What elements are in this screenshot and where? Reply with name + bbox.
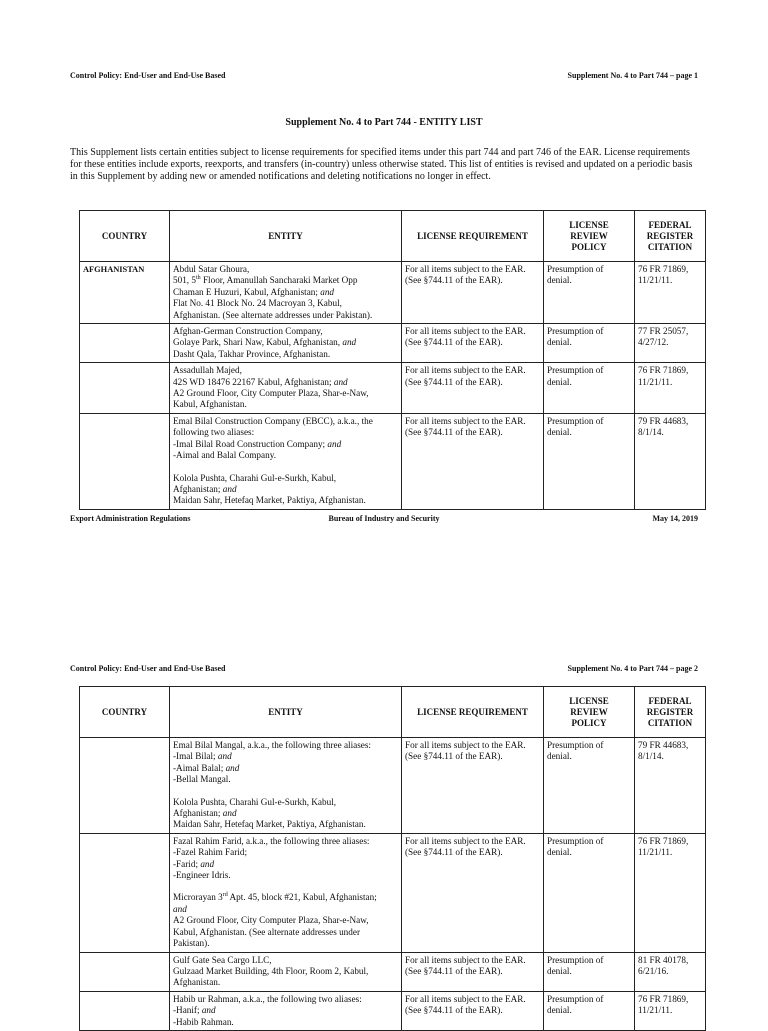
line-gap <box>173 462 398 473</box>
license-line: For all items subject to the EAR. <box>405 954 526 965</box>
review-line: Presumption of <box>547 415 604 426</box>
citation-line: 11/21/11. <box>638 376 673 387</box>
entity-cell <box>170 413 402 509</box>
review-line: Presumption of <box>547 954 604 965</box>
header-line: POLICY <box>571 717 607 728</box>
table-row <box>80 738 706 834</box>
license-line: For all items subject to the EAR. <box>405 264 526 274</box>
entity-line: Pakistan). <box>173 938 210 949</box>
review-line: denial. <box>547 337 572 348</box>
entity-line: Habib ur Rahman, a.k.a., the following two aliases: <box>173 993 362 1004</box>
entity-list-table <box>79 686 706 1031</box>
country-cell <box>80 324 170 363</box>
header-line: POLICY <box>571 241 607 252</box>
entity-line: Abdul Satar Ghoura, <box>173 264 250 274</box>
conjunction-text: and <box>217 751 232 762</box>
citation-line: 76 FR 71869, <box>638 835 689 846</box>
country-cell: AFGHANISTAN <box>80 262 170 324</box>
review-policy-cell <box>544 952 635 991</box>
column-header-license-review-policy <box>544 687 635 738</box>
citation-line: 4/27/12. <box>638 337 669 348</box>
citation-line: 6/21/16. <box>638 965 669 976</box>
license-requirement-cell <box>402 413 544 509</box>
review-policy-cell <box>544 363 635 414</box>
license-line: For all items subject to the EAR. <box>405 415 526 426</box>
entity-line: Gulzaad Market Building, 4th Floor, Room 2, Kabul, <box>173 965 369 976</box>
license-requirement-cell <box>402 363 544 414</box>
license-line: (See §744.11 of the EAR). <box>405 275 503 286</box>
citation-cell <box>635 991 706 1030</box>
citation-line: 11/21/11. <box>638 275 673 286</box>
review-policy-cell <box>544 262 635 324</box>
review-line: denial. <box>547 376 572 387</box>
license-requirement-cell <box>402 324 544 363</box>
entity-line: Fazal Rahim Farid, a.k.a., the following three aliases: <box>173 835 370 846</box>
table-row <box>80 262 706 324</box>
column-header-federal-register-citation <box>635 211 706 262</box>
conjunction-text: and <box>320 286 335 297</box>
entity-text: Microrayan 3 <box>173 892 223 903</box>
entity-line: Emal Bilal Construction Company (EBCC), a.k.a., the <box>173 415 373 426</box>
entity-line: Afghanistan. (See alternate addresses under Pakistan). <box>173 309 373 320</box>
entity-line: -Engineer Idris. <box>173 870 231 881</box>
table-row <box>80 324 706 363</box>
intro-paragraph: This Supplement lists certain entities subject to license requirements for specified items under this part 744 and part 746 of the EAR. License requirements for these entities include exports, reexports, and transfers (in-country) unless otherwise stated. This list of entities is revised and updated on a periodic basis in this Supplement by adding new or amended notifications and deleting notifications no longer in effect. <box>70 147 693 182</box>
entity-line: Afghan-German Construction Company, <box>173 326 323 337</box>
country-cell <box>80 833 170 952</box>
entity-line: -Bellal Mangal. <box>173 774 231 785</box>
entity-line: Emal Bilal Mangal, a.k.a., the following three aliases: <box>173 740 371 750</box>
entity-line <box>173 892 398 903</box>
entity-line: Flat No. 41 Block No. 24 Macroyan 3, Kabul, <box>173 298 342 309</box>
entity-line: Gulf Gate Sea Cargo LLC, <box>173 954 272 965</box>
review-policy-cell <box>544 991 635 1030</box>
entity-list-table <box>79 210 706 510</box>
entity-line: A2 Ground Floor, City Computer Plaza, Shar-e-Naw, <box>173 388 369 399</box>
entity-text: Apt. 45, block #21, Kabul, Afghanistan; <box>227 892 377 903</box>
column-header-entity: ENTITY <box>170 211 402 262</box>
column-header-entity: ENTITY <box>170 687 402 738</box>
license-line: For all items subject to the EAR. <box>405 740 526 750</box>
conjunction-text: and <box>200 858 215 869</box>
conjunction-text: and <box>327 438 342 449</box>
entity-cell <box>170 262 402 324</box>
review-policy-cell <box>544 833 635 952</box>
review-line: denial. <box>547 427 572 438</box>
column-header-federal-register-citation <box>635 687 706 738</box>
entity-line: Assadullah Majed, <box>173 365 242 376</box>
header-left-text: Control Policy: End-User and End-Use Based <box>70 664 226 673</box>
entity-line <box>173 763 398 774</box>
citation-line: 8/1/14. <box>638 427 664 438</box>
table-header-row <box>80 211 706 262</box>
entity-text: Afghanistan; <box>173 808 223 819</box>
citation-cell <box>635 324 706 363</box>
header-line: FEDERAL <box>648 695 692 706</box>
citation-cell <box>635 413 706 509</box>
table-row <box>80 413 706 509</box>
license-line: (See §744.11 of the EAR). <box>405 376 503 387</box>
header-line: REGISTER <box>646 706 694 717</box>
table-row <box>80 952 706 991</box>
country-cell <box>80 991 170 1030</box>
entity-line: Dasht Qala, Takhar Province, Afghanistan. <box>173 348 331 359</box>
entity-line: -Aimal and Balal Company. <box>173 450 276 461</box>
review-policy-cell <box>544 324 635 363</box>
line-gap <box>173 881 398 892</box>
license-requirement-cell <box>402 833 544 952</box>
review-line: Presumption of <box>547 835 604 846</box>
license-requirement-cell <box>402 738 544 834</box>
country-cell <box>80 363 170 414</box>
header-line: FEDERAL <box>648 219 692 230</box>
column-header-country: COUNTRY <box>80 211 170 262</box>
license-requirement-cell <box>402 991 544 1030</box>
citation-line: 77 FR 25057, <box>638 326 689 337</box>
column-header-license-review-policy <box>544 211 635 262</box>
table-row <box>80 991 706 1030</box>
license-line: For all items subject to the EAR. <box>405 835 526 846</box>
citation-line: 81 FR 40178, <box>638 954 689 965</box>
entity-text: 42S WD 18476 22167 Kabul, Afghanistan; <box>173 376 334 387</box>
license-requirement-cell <box>402 952 544 991</box>
entity-text: -Hanif; <box>173 1005 202 1016</box>
header-line: REVIEW <box>570 230 608 241</box>
header-line: REGISTER <box>646 230 694 241</box>
page-header <box>70 71 698 80</box>
entity-line <box>173 287 398 298</box>
table-header-row <box>80 687 706 738</box>
entity-line: Kolola Pushta, Charahi Gul-e-Surkh, Kabul, <box>173 472 337 483</box>
citation-cell <box>635 363 706 414</box>
entity-line <box>173 1005 398 1016</box>
license-line: (See §744.11 of the EAR). <box>405 751 503 762</box>
entity-line: Kolola Pushta, Charahi Gul-e-Surkh, Kabul, <box>173 796 337 807</box>
license-line: For all items subject to the EAR. <box>405 326 526 337</box>
entity-line: Kabul, Afghanistan. <box>173 399 247 410</box>
review-line: denial. <box>547 1005 572 1016</box>
review-line: Presumption of <box>547 264 604 274</box>
entity-line: Kabul, Afghanistan. (See alternate addresses under <box>173 926 361 937</box>
entity-line: Maidan Sahr, Hetefaq Market, Paktiya, Afghanistan. <box>173 819 366 830</box>
entity-line <box>173 439 398 450</box>
review-line: denial. <box>547 751 572 762</box>
entity-line: -Habib Rahman. <box>173 1016 234 1027</box>
review-line: Presumption of <box>547 993 604 1004</box>
entity-line <box>173 275 398 286</box>
country-cell <box>80 952 170 991</box>
conjunction-text: and <box>201 1005 216 1016</box>
entity-text: -Farid; <box>173 858 201 869</box>
citation-line: 8/1/14. <box>638 751 664 762</box>
column-header-country: COUNTRY <box>80 687 170 738</box>
entity-line <box>173 859 398 870</box>
header-right-text: Supplement No. 4 to Part 744 – page 2 <box>567 664 698 673</box>
entity-text: Chaman E Huzuri, Kabul, Afghanistan; <box>173 286 321 297</box>
footer-right-text: May 14, 2019 <box>652 514 698 523</box>
entity-line: following two aliases: <box>173 427 255 438</box>
citation-cell <box>635 833 706 952</box>
header-line: CITATION <box>647 241 693 252</box>
page-header <box>70 664 698 673</box>
review-line: Presumption of <box>547 740 604 750</box>
license-line: (See §744.11 of the EAR). <box>405 1005 503 1016</box>
entity-text: -Imal Bilal; <box>173 751 218 762</box>
line-gap <box>173 786 398 797</box>
table-row <box>80 833 706 952</box>
review-policy-cell <box>544 738 635 834</box>
header-line: CITATION <box>647 717 693 728</box>
entity-line <box>173 337 398 348</box>
entity-cell <box>170 738 402 834</box>
conjunction-text: and <box>342 337 357 348</box>
license-line: For all items subject to the EAR. <box>405 993 526 1004</box>
entity-line <box>173 377 398 388</box>
document-page-2 <box>0 655 768 1027</box>
entity-line: -Fazel Rahim Farid; <box>173 847 247 858</box>
review-line: denial. <box>547 847 572 858</box>
entity-line: Afghanistan. <box>173 977 221 988</box>
conjunction-text: and <box>222 483 237 494</box>
review-line: denial. <box>547 275 572 286</box>
table-row <box>80 363 706 414</box>
ordinal-superscript: th <box>195 275 201 282</box>
citation-line: 76 FR 71869, <box>638 365 689 376</box>
entity-text: Afghanistan; <box>173 483 223 494</box>
header-line: LICENSE <box>569 695 609 706</box>
entity-line <box>173 484 398 495</box>
footer-left-text: Export Administration Regulations <box>70 514 191 523</box>
entity-line: Maidan Sahr, Hetefaq Market, Paktiya, Afghanistan. <box>173 495 366 506</box>
license-line: For all items subject to the EAR. <box>405 365 526 376</box>
entity-cell <box>170 324 402 363</box>
review-line: Presumption of <box>547 365 604 376</box>
conjunction-text: and <box>333 376 348 387</box>
citation-line: 76 FR 71869, <box>638 264 689 274</box>
license-requirement-cell <box>402 262 544 324</box>
citation-cell <box>635 262 706 324</box>
page-footer <box>70 514 698 523</box>
column-header-license-requirement: LICENSE REQUIREMENT <box>402 687 544 738</box>
entity-text: 501, 5 <box>173 275 196 286</box>
entity-cell <box>170 991 402 1030</box>
entity-text: Floor, Amanullah Sancharaki Market Opp <box>200 275 358 286</box>
citation-cell <box>635 952 706 991</box>
citation-line: 79 FR 44683, <box>638 415 689 426</box>
document-title: Supplement No. 4 to Part 744 - ENTITY LIST <box>285 117 483 128</box>
entity-text: -Imal Bilal Road Construction Company; <box>173 438 328 449</box>
review-line: Presumption of <box>547 326 604 337</box>
footer-center-text: Bureau of Industry and Security <box>328 514 440 523</box>
citation-line: 11/21/11. <box>638 1005 673 1016</box>
entity-cell <box>170 833 402 952</box>
entity-line <box>173 808 398 819</box>
citation-line: 79 FR 44683, <box>638 740 689 750</box>
conjunction-text: and <box>222 808 237 819</box>
entity-line: A2 Ground Floor, City Computer Plaza, Shar-e-Naw, <box>173 915 369 926</box>
citation-line: 76 FR 71869, <box>638 993 689 1004</box>
header-line: REVIEW <box>570 706 608 717</box>
license-line: (See §744.11 of the EAR). <box>405 427 503 438</box>
header-right-text: Supplement No. 4 to Part 744 – page 1 <box>567 71 698 80</box>
conjunction-text: and <box>225 762 240 773</box>
entity-line: and <box>173 903 187 914</box>
country-cell <box>80 738 170 834</box>
entity-cell <box>170 952 402 991</box>
review-policy-cell <box>544 413 635 509</box>
entity-text: Golaye Park, Shari Naw, Kabul, Afghanistan, <box>173 337 343 348</box>
license-line: (See §744.11 of the EAR). <box>405 847 503 858</box>
header-line: LICENSE <box>569 219 609 230</box>
license-line: (See §744.11 of the EAR). <box>405 337 503 348</box>
review-line: denial. <box>547 965 572 976</box>
country-cell <box>80 413 170 509</box>
citation-line: 11/21/11. <box>638 847 673 858</box>
license-line: (See §744.11 of the EAR). <box>405 965 503 976</box>
ordinal-superscript: rd <box>222 892 228 899</box>
column-header-license-requirement: LICENSE REQUIREMENT <box>402 211 544 262</box>
citation-cell <box>635 738 706 834</box>
entity-line <box>173 751 398 762</box>
entity-text: -Aimal Balal; <box>173 762 226 773</box>
header-left-text: Control Policy: End-User and End-Use Based <box>70 71 226 80</box>
entity-cell <box>170 363 402 414</box>
